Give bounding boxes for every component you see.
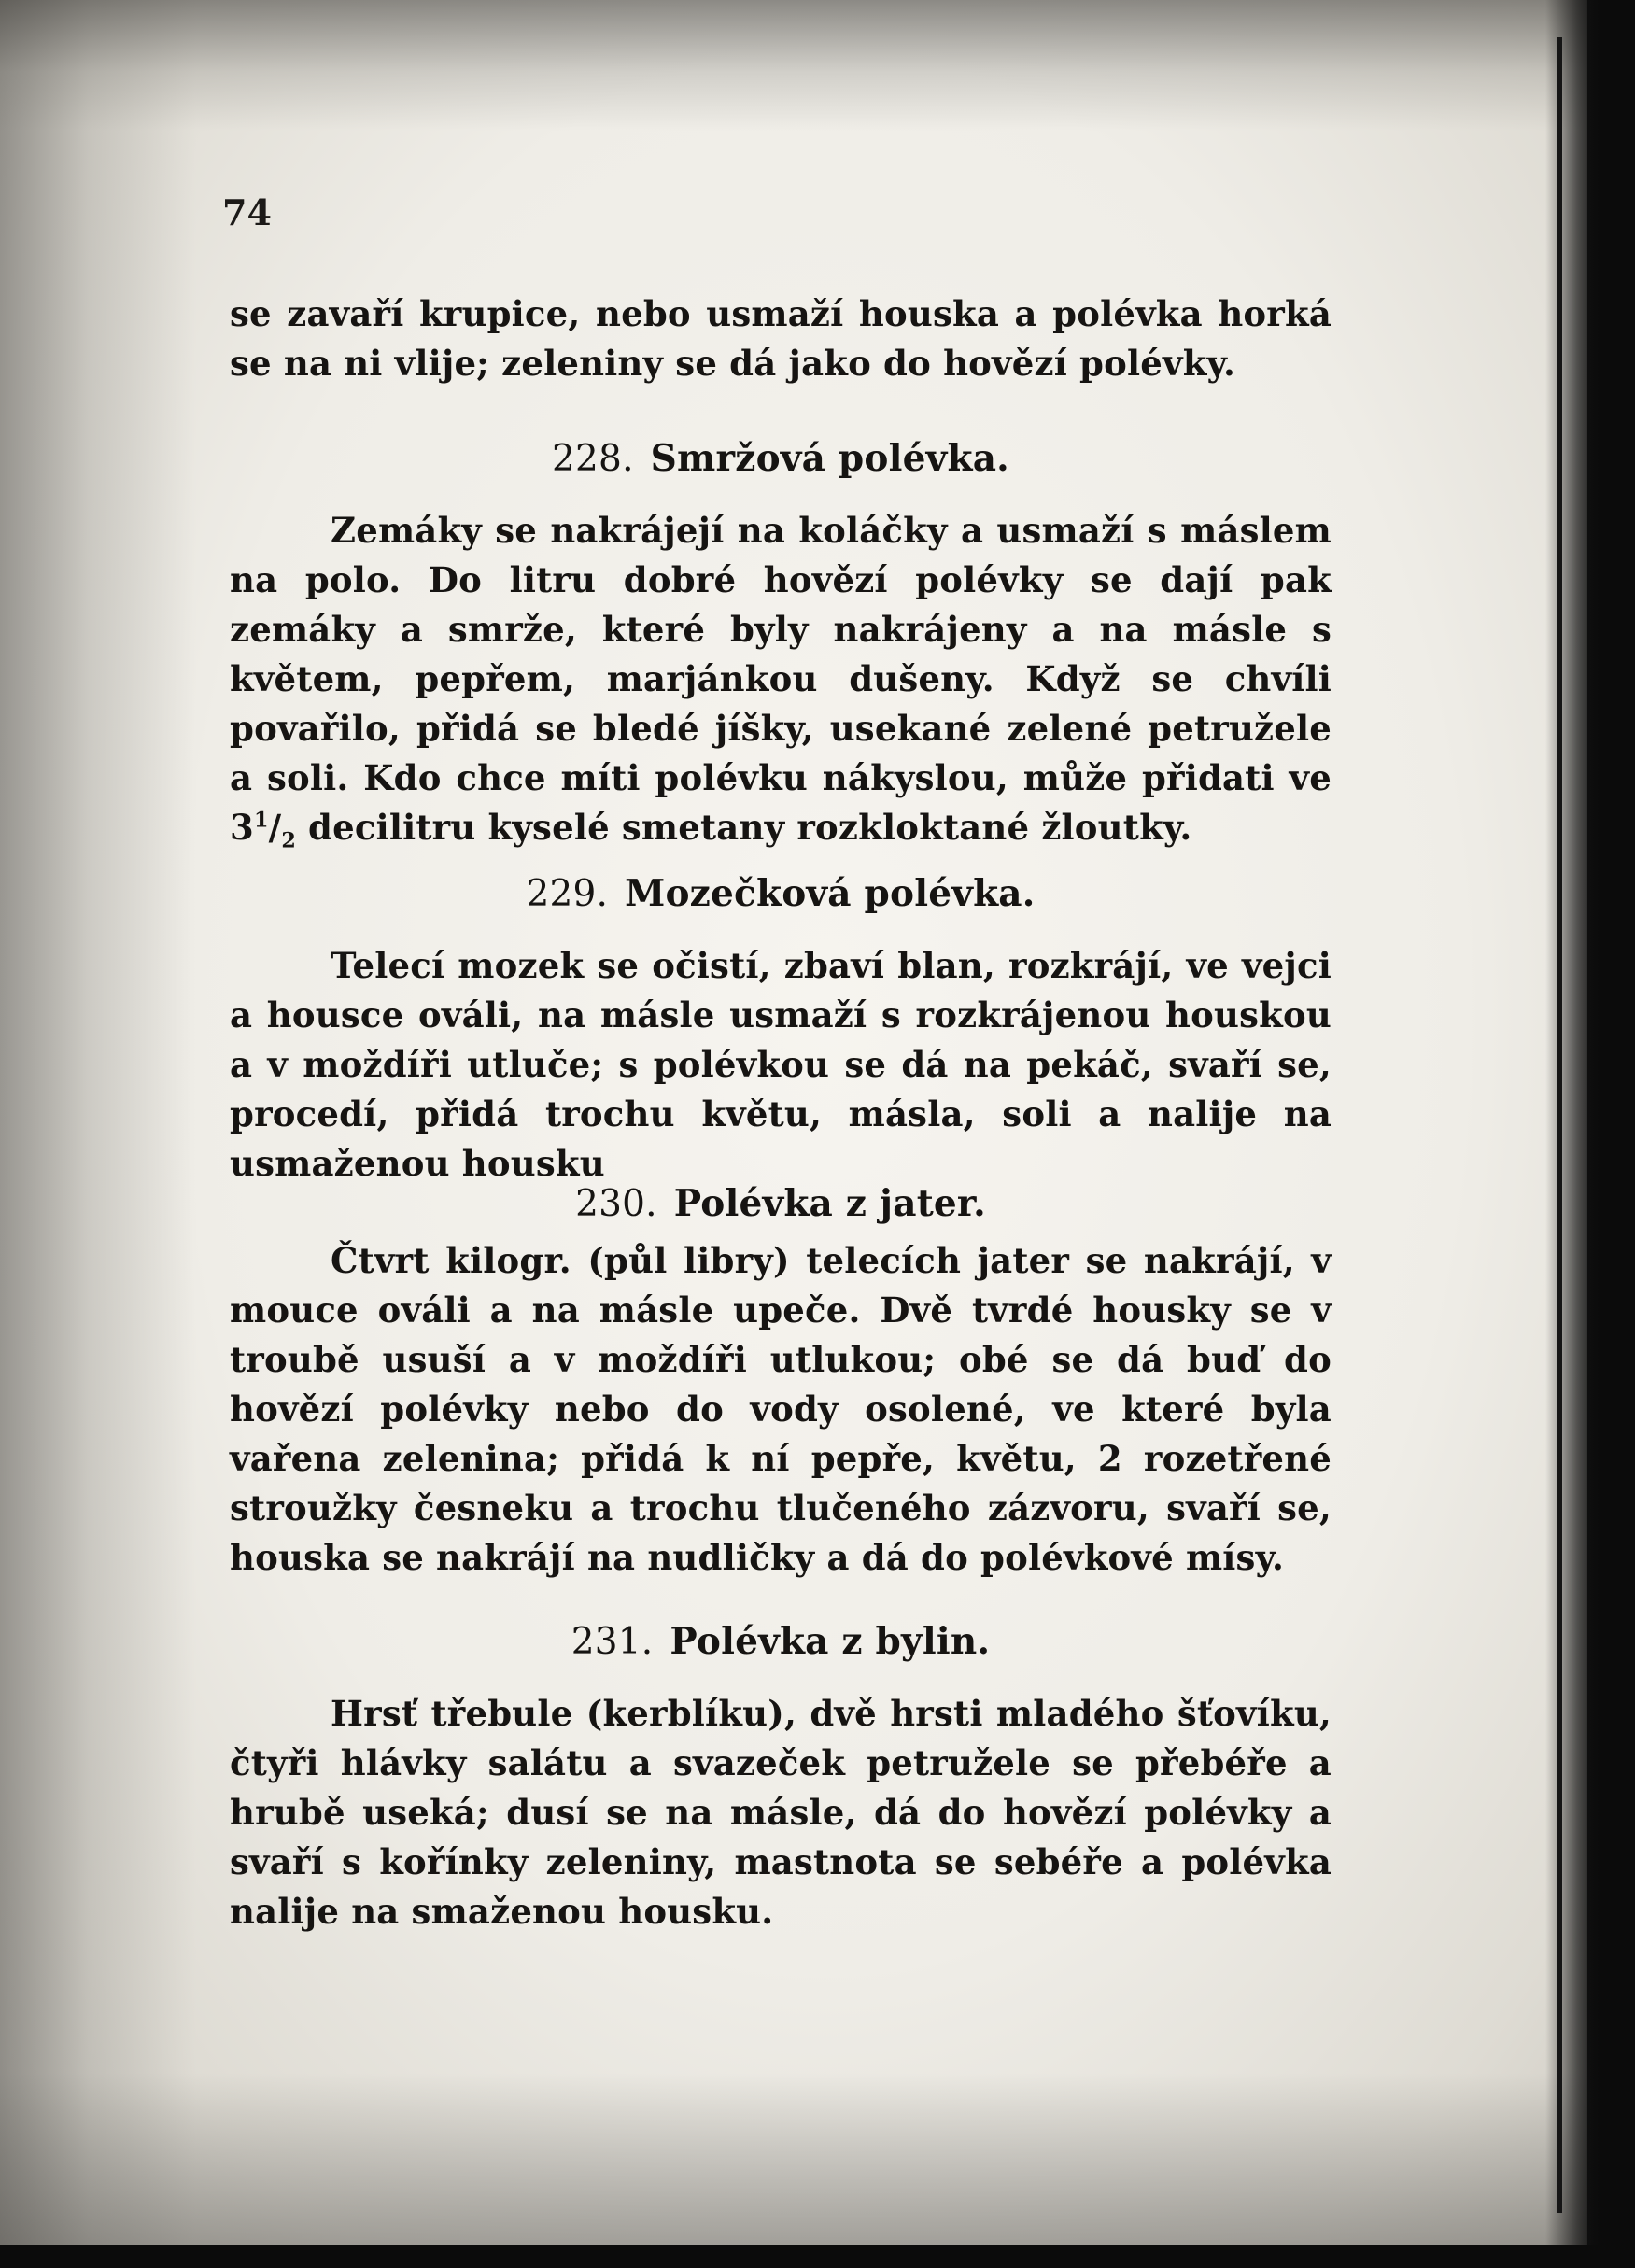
recipe-text: Zemáky se nakrájejí na koláčky a usmaží s máslem na polo. Do litru dobré hovězí polévky se dají pak zemáky a smrže, které byly nakrájeny a na másle s květem, pepřem, marjánkou dušeny. Když se chvíli povařilo, přidá se bledé jíšky, usekané zelené petružele a soli. Kdo chce míti polévku nákyslou, může přidati ve $3^1/_2$ decilitru kyselé smetany rozkloktané žloutky. bbox=[230, 510, 1332, 853]
recipe-text-part: Čtvrt kilogr. (půl libry) telecích jater se nakrájí, v mouce ováli a na másle upeče. Dvě tvrdé housky se v troubě usuší a v moždíři utlukou; obé se dá buď do hovězí polévky nebo do vody osolené, ve které byla vařena zelenina; přidá k ní pepře, květu, 2 rozetřené stroužky česneku a trochu tlučeného zázvoru, svaří se, houska se nakrájí na nudličky a dá do polévkové mísy. bbox=[230, 1240, 1332, 1578]
recipe-title: Smržová polévka. bbox=[650, 437, 1009, 480]
recipe-text-part: Hrsť třebule (kerblíku), dvě hrsti mladého šťovíku, čtyři hlávky salátu a svazeček petružele se přebéře a hrubě useká; dusí se na másle, dá do hovězí polévky a svaří s kořínky zeleniny, mastnota se sebéře a polévka nalije na smaženou housku. bbox=[230, 1693, 1332, 1932]
recipe-heading bbox=[230, 1177, 1332, 1231]
recipe-text-part: Zemáky se nakrájejí na koláčky a usmaží s máslem na polo. Do litru dobré hovězí polévky se dají pak zemáky a smrže, které byly nakrájeny a na másle s květem, pepřem, marjánkou dušeny. Když se chvíli povařilo, přidá se bledé jíšky, usekané zelené petružele a soli. Kdo chce míti polévku nákyslou, může přidati ve 3 bbox=[230, 510, 1332, 848]
recipe-number: 230. bbox=[575, 1183, 657, 1225]
recipe-230 bbox=[230, 1177, 1332, 1583]
paragraph-text: se zavaří krupice, nebo usmaží houska a polévka horká se na ni vlije; zeleniny se dá jako do hovězí polévky. bbox=[230, 293, 1332, 384]
fraction-denominator: 2 bbox=[281, 828, 296, 853]
gutter-shadow bbox=[0, 0, 196, 2245]
recipe-231 bbox=[230, 1615, 1332, 1937]
intro-paragraph bbox=[230, 289, 1332, 388]
recipe-title: Polévka z bylin. bbox=[670, 1620, 991, 1663]
bottom-shadow bbox=[0, 2073, 1587, 2245]
recipe-title: Polévka z jater. bbox=[673, 1182, 986, 1225]
recipe-text-part: Telecí mozek se očistí, zbaví blan, rozkrájí, ve vejci a housce ováli, na másle usmaží s rozkrájenou houskou a v moždíři utluče; s polévkou se dá na pekáč, svaří se, procedí, přidá trochu květu, másla, soli a nalije na usmaženou housku bbox=[230, 945, 1332, 1184]
recipe-text bbox=[230, 941, 1332, 1189]
recipe-heading bbox=[230, 432, 1332, 486]
recipe-heading bbox=[230, 1615, 1332, 1669]
page-edge-line bbox=[1557, 37, 1562, 2213]
recipe-229 bbox=[230, 867, 1332, 1189]
recipe-number: 231. bbox=[571, 1621, 654, 1663]
recipe-number: 228. bbox=[552, 438, 634, 480]
recipe-text bbox=[230, 1236, 1332, 1583]
recipe-heading bbox=[230, 867, 1332, 921]
scan-border bbox=[0, 2245, 1635, 2268]
page-number: 74 bbox=[222, 191, 272, 233]
recipe-title: Mozečková polévka. bbox=[625, 872, 1036, 915]
recipe-text bbox=[230, 1689, 1332, 1937]
fraction-numerator: 1 bbox=[253, 808, 269, 833]
recipe-number: 229. bbox=[526, 873, 609, 915]
top-shadow bbox=[0, 0, 1587, 131]
recipe-228 bbox=[230, 432, 1332, 866]
recipe-text-part: decilitru kyselé smetany rozkloktané žloutky. bbox=[295, 807, 1192, 848]
